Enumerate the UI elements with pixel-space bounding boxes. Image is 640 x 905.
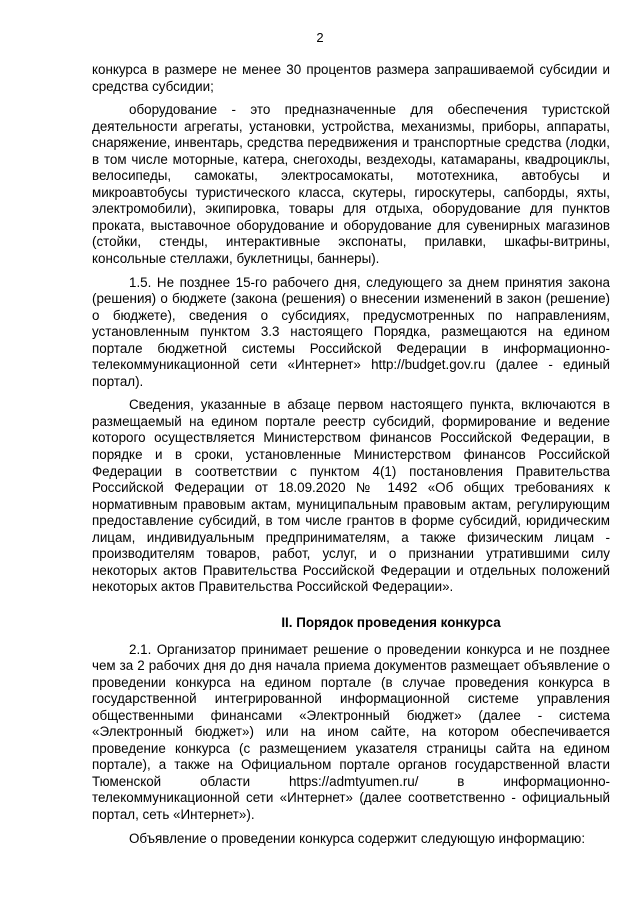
paragraph-continuation: конкурса в размере не менее 30 процентов размера запрашиваемой субсидии и средства субсидии; xyxy=(92,62,610,94)
section-heading: II. Порядок проведения конкурса xyxy=(281,614,501,630)
paragraph-equipment-definition: оборудование - это предназначенные для обеспечения туристской деятельности агрегаты, установки, устройства, механизмы, приборы, аппараты, снаряжение, инвентарь, средства передвижения и транспортные средства (лодки, в том числе моторные, катера, снегоходы, вездеходы, катамараны, квадроциклы, велосипеды, самокаты, электросамокаты, мототехника, автобусы и микроавтобусы туристического класса, скутеры, гироскутеры, сапборды, яхты, электромобили), экипировка, товары для отдыха, оборудование для пунктов проката, выставочное оборудование и оборудование для сувенирных магазинов (стойки, стенды, интерактивные экспонаты, прилавки, шкафы-витрины, консольные стеллажи, буклетницы, баннеры). xyxy=(92,102,610,267)
document-body xyxy=(92,62,610,854)
page-number: 2 xyxy=(316,30,324,45)
paragraph-1-5: 1.5. Не позднее 15-го рабочего дня, следующего за днем принятия закона (решения) о бюджете (закона (решения) о внесении изменений в закон (решение) о бюджете), сведения о субсидиях, предусмотренных по направлениям, установленным пунктом 3.3 настоящего Порядка, размещаются на едином портале бюджетной системы Российской Федерации в информационно-телекоммуникационной сети «Интернет» http://budget.gov.ru (далее - единый портал). xyxy=(92,274,610,389)
paragraph-registry-info: Сведения, указанные в абзаце первом настоящего пункта, включаются в размещаемый на едином портале реестр субсидий, формирование и ведение которого осуществляется Министерством финансов Российской Федерации, в порядке и в сроки, установленные Министерством финансов Российской Федерации в соответствии с пунктом 4(1) постановления Правительства Российской Федерации от 18.09.2020 № 1492 «Об общих требованиях к нормативным правовым актам, муниципальным правовым актам, регулирующим предоставление субсидий, в том числе грантов в форме субсидий, юридическим лицам, индивидуальным предпринимателям, а также физическим лицам - производителям товаров, работ, услуг, и о признании утратившими силу некоторых актов Правительства Российской Федерации и отдельных положений некоторых актов Правительства Российской Федерации». xyxy=(92,397,610,595)
paragraph-announcement: Объявление о проведении конкурса содержит следующую информацию: xyxy=(129,830,586,846)
paragraph-2-1: 2.1. Организатор принимает решение о проведении конкурса и не позднее чем за 2 рабочих дня до дня начала приема документов размещает объявление о проведении конкурса на едином портале (в случае проведения конкурса в государственной интегрированной информационной системе управления общественными финансами «Электронный бюджет» (далее - система «Электронный бюджет») или на ином сайте, на котором обеспечивается проведение конкурса (с размещением указателя страницы сайта на едином портале), а также на Официальном портале органов государственной власти Тюменской области https://admtyumen.ru/ в информационно-телекоммуникационной сети «Интернет» (далее соответственно - официальный портал, сеть «Интернет»). xyxy=(92,641,610,822)
